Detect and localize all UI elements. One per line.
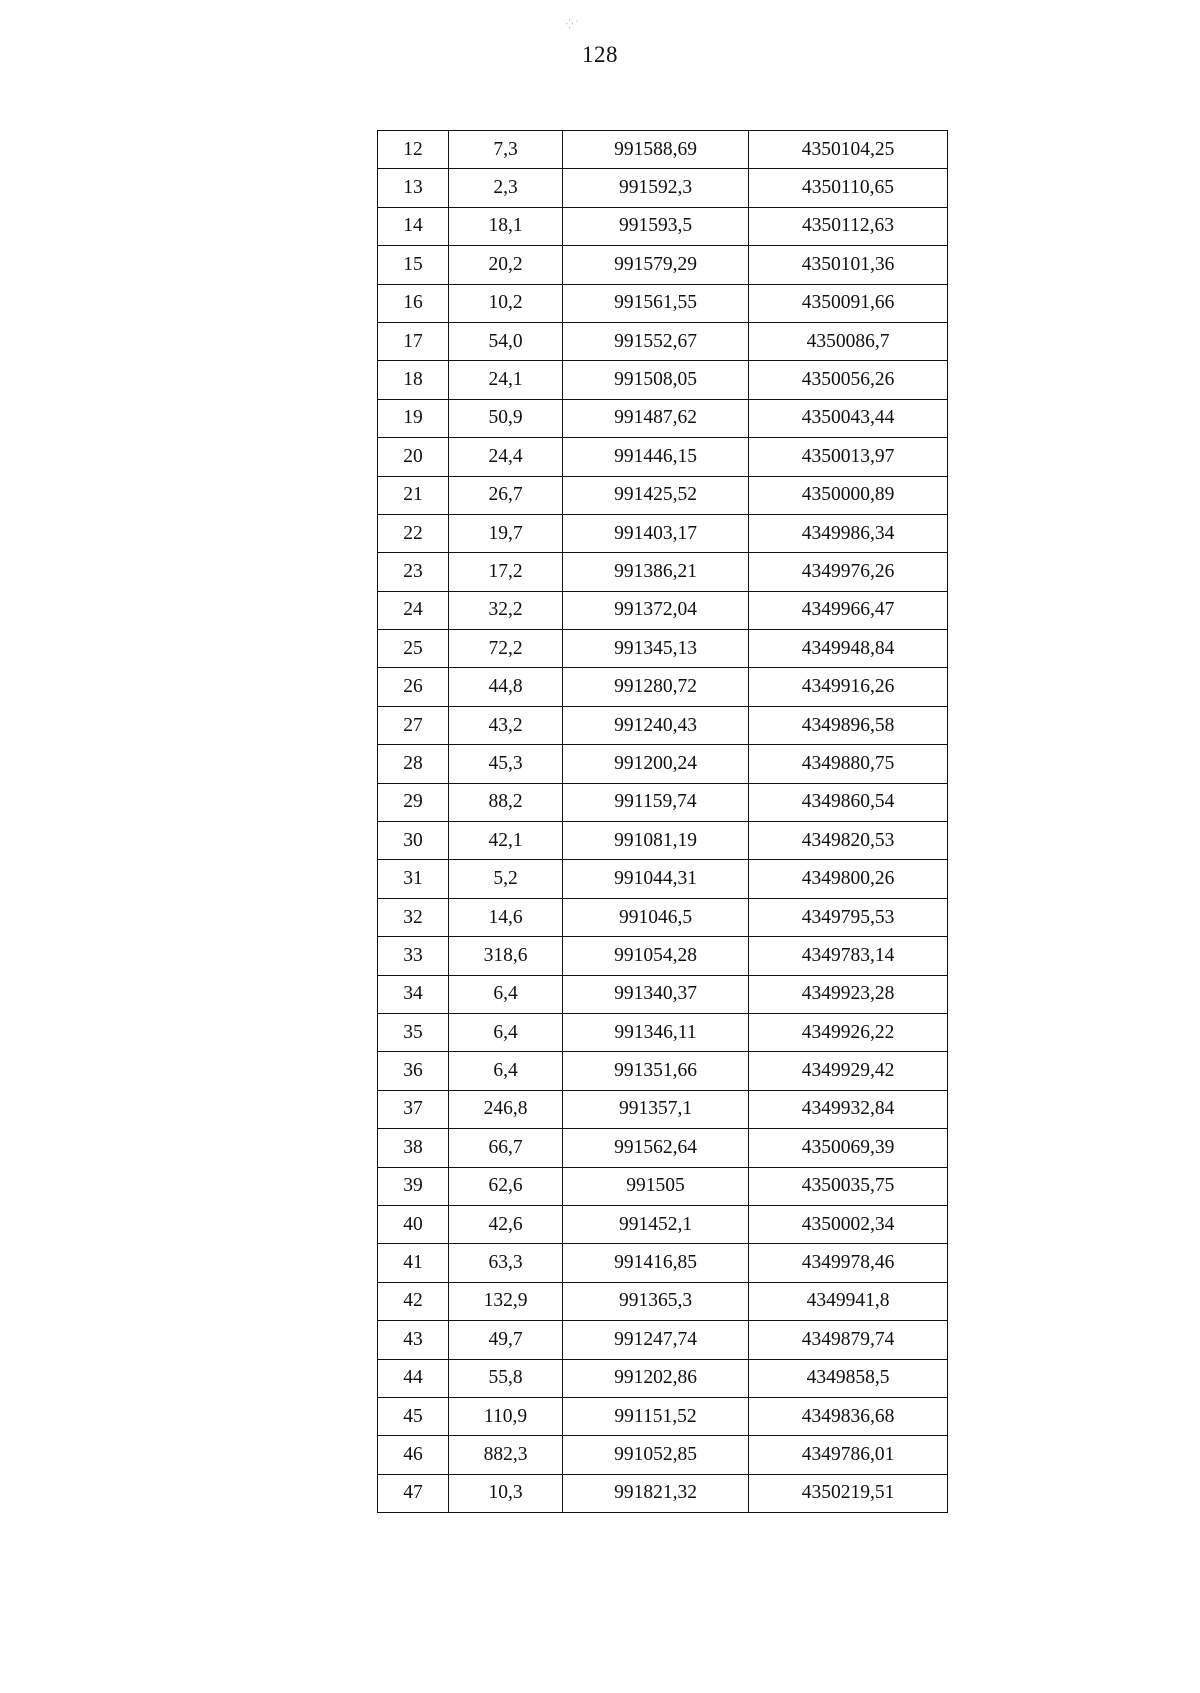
table-row — [378, 553, 948, 591]
table-row — [378, 169, 948, 207]
table-row — [378, 361, 948, 399]
x-coordinate-cell: 991345,13 — [563, 630, 749, 668]
table-row — [378, 438, 948, 476]
table-row — [378, 476, 948, 514]
y-coordinate-cell: 4349820,53 — [749, 822, 948, 860]
y-coordinate-cell: 4350035,75 — [749, 1167, 948, 1205]
y-coordinate-cell: 4349783,14 — [749, 937, 948, 975]
segment-length-cell: 19,7 — [449, 514, 563, 552]
point-number-cell: 41 — [378, 1244, 449, 1282]
point-number-cell: 43 — [378, 1321, 449, 1359]
x-coordinate-cell: 991446,15 — [563, 438, 749, 476]
segment-length-cell: 55,8 — [449, 1359, 563, 1397]
point-number-cell: 16 — [378, 284, 449, 322]
segment-length-cell: 42,6 — [449, 1205, 563, 1243]
point-number-cell: 19 — [378, 399, 449, 437]
segment-length-cell: 32,2 — [449, 591, 563, 629]
y-coordinate-cell: 4349916,26 — [749, 668, 948, 706]
segment-length-cell: 10,3 — [449, 1474, 563, 1512]
segment-length-cell: 42,1 — [449, 822, 563, 860]
x-coordinate-cell: 991346,11 — [563, 1013, 749, 1051]
segment-length-cell: 44,8 — [449, 668, 563, 706]
x-coordinate-cell: 991365,3 — [563, 1282, 749, 1320]
y-coordinate-cell: 4349923,28 — [749, 975, 948, 1013]
table-row — [378, 1052, 948, 1090]
segment-length-cell: 6,4 — [449, 1052, 563, 1090]
x-coordinate-cell: 991821,32 — [563, 1474, 749, 1512]
table-row — [378, 1244, 948, 1282]
x-coordinate-cell: 991357,1 — [563, 1090, 749, 1128]
segment-length-cell: 26,7 — [449, 476, 563, 514]
segment-length-cell: 14,6 — [449, 898, 563, 936]
point-number-cell: 37 — [378, 1090, 449, 1128]
point-number-cell: 35 — [378, 1013, 449, 1051]
y-coordinate-cell: 4349932,84 — [749, 1090, 948, 1128]
y-coordinate-cell: 4349948,84 — [749, 630, 948, 668]
table-row — [378, 822, 948, 860]
x-coordinate-cell: 991505 — [563, 1167, 749, 1205]
segment-length-cell: 50,9 — [449, 399, 563, 437]
table-row — [378, 1282, 948, 1320]
table-row — [378, 783, 948, 821]
x-coordinate-cell: 991561,55 — [563, 284, 749, 322]
point-number-cell: 25 — [378, 630, 449, 668]
y-coordinate-cell: 4350110,65 — [749, 169, 948, 207]
segment-length-cell: 88,2 — [449, 783, 563, 821]
y-coordinate-cell: 4350091,66 — [749, 284, 948, 322]
point-number-cell: 13 — [378, 169, 449, 207]
point-number-cell: 29 — [378, 783, 449, 821]
x-coordinate-cell: 991593,5 — [563, 207, 749, 245]
point-number-cell: 46 — [378, 1436, 449, 1474]
x-coordinate-cell: 991552,67 — [563, 322, 749, 360]
x-coordinate-cell: 991416,85 — [563, 1244, 749, 1282]
coordinates-table-body — [378, 131, 948, 1513]
table-row — [378, 1205, 948, 1243]
table-row — [378, 1013, 948, 1051]
x-coordinate-cell: 991487,62 — [563, 399, 749, 437]
y-coordinate-cell: 4349978,46 — [749, 1244, 948, 1282]
x-coordinate-cell: 991046,5 — [563, 898, 749, 936]
x-coordinate-cell: 991588,69 — [563, 131, 749, 169]
table-row — [378, 514, 948, 552]
segment-length-cell: 17,2 — [449, 553, 563, 591]
point-number-cell: 12 — [378, 131, 449, 169]
y-coordinate-cell: 4349836,68 — [749, 1397, 948, 1435]
segment-length-cell: 6,4 — [449, 1013, 563, 1051]
table-row — [378, 1129, 948, 1167]
point-number-cell: 40 — [378, 1205, 449, 1243]
table-row — [378, 1321, 948, 1359]
segment-length-cell: 63,3 — [449, 1244, 563, 1282]
table-row — [378, 207, 948, 245]
segment-length-cell: 49,7 — [449, 1321, 563, 1359]
x-coordinate-cell: 991240,43 — [563, 706, 749, 744]
point-number-cell: 44 — [378, 1359, 449, 1397]
segment-length-cell: 10,2 — [449, 284, 563, 322]
y-coordinate-cell: 4349896,58 — [749, 706, 948, 744]
table-row — [378, 284, 948, 322]
y-coordinate-cell: 4349926,22 — [749, 1013, 948, 1051]
table-row — [378, 1436, 948, 1474]
segment-length-cell: 2,3 — [449, 169, 563, 207]
point-number-cell: 31 — [378, 860, 449, 898]
y-coordinate-cell: 4349860,54 — [749, 783, 948, 821]
point-number-cell: 21 — [378, 476, 449, 514]
x-coordinate-cell: 991351,66 — [563, 1052, 749, 1090]
table-row — [378, 860, 948, 898]
x-coordinate-cell: 991054,28 — [563, 937, 749, 975]
coordinates-table — [377, 130, 948, 1513]
point-number-cell: 17 — [378, 322, 449, 360]
x-coordinate-cell: 991386,21 — [563, 553, 749, 591]
x-coordinate-cell: 991247,74 — [563, 1321, 749, 1359]
segment-length-cell: 66,7 — [449, 1129, 563, 1167]
scan-artifact-mark: ⁛ ˙ — [566, 19, 579, 29]
y-coordinate-cell: 4350219,51 — [749, 1474, 948, 1512]
segment-length-cell: 45,3 — [449, 745, 563, 783]
y-coordinate-cell: 4349879,74 — [749, 1321, 948, 1359]
segment-length-cell: 6,4 — [449, 975, 563, 1013]
x-coordinate-cell: 991562,64 — [563, 1129, 749, 1167]
segment-length-cell: 54,0 — [449, 322, 563, 360]
y-coordinate-cell: 4349986,34 — [749, 514, 948, 552]
table-row — [378, 1474, 948, 1512]
y-coordinate-cell: 4349976,26 — [749, 553, 948, 591]
point-number-cell: 30 — [378, 822, 449, 860]
point-number-cell: 32 — [378, 898, 449, 936]
table-row — [378, 1359, 948, 1397]
y-coordinate-cell: 4349786,01 — [749, 1436, 948, 1474]
segment-length-cell: 110,9 — [449, 1397, 563, 1435]
y-coordinate-cell: 4350056,26 — [749, 361, 948, 399]
table-row — [378, 591, 948, 629]
point-number-cell: 39 — [378, 1167, 449, 1205]
point-number-cell: 14 — [378, 207, 449, 245]
point-number-cell: 15 — [378, 246, 449, 284]
y-coordinate-cell: 4350112,63 — [749, 207, 948, 245]
y-coordinate-cell: 4349800,26 — [749, 860, 948, 898]
y-coordinate-cell: 4350069,39 — [749, 1129, 948, 1167]
y-coordinate-cell: 4350000,89 — [749, 476, 948, 514]
x-coordinate-cell: 991592,3 — [563, 169, 749, 207]
segment-length-cell: 24,1 — [449, 361, 563, 399]
y-coordinate-cell: 4349880,75 — [749, 745, 948, 783]
segment-length-cell: 132,9 — [449, 1282, 563, 1320]
x-coordinate-cell: 991372,04 — [563, 591, 749, 629]
y-coordinate-cell: 4350101,36 — [749, 246, 948, 284]
table-row — [378, 246, 948, 284]
segment-length-cell: 43,2 — [449, 706, 563, 744]
point-number-cell: 34 — [378, 975, 449, 1013]
table-row — [378, 322, 948, 360]
point-number-cell: 36 — [378, 1052, 449, 1090]
table-row — [378, 668, 948, 706]
point-number-cell: 38 — [378, 1129, 449, 1167]
x-coordinate-cell: 991425,52 — [563, 476, 749, 514]
y-coordinate-cell: 4349941,8 — [749, 1282, 948, 1320]
table-row — [378, 630, 948, 668]
y-coordinate-cell: 4350043,44 — [749, 399, 948, 437]
y-coordinate-cell: 4349929,42 — [749, 1052, 948, 1090]
x-coordinate-cell: 991044,31 — [563, 860, 749, 898]
x-coordinate-cell: 991508,05 — [563, 361, 749, 399]
point-number-cell: 24 — [378, 591, 449, 629]
segment-length-cell: 246,8 — [449, 1090, 563, 1128]
segment-length-cell: 18,1 — [449, 207, 563, 245]
table-row — [378, 745, 948, 783]
segment-length-cell: 882,3 — [449, 1436, 563, 1474]
table-row — [378, 131, 948, 169]
y-coordinate-cell: 4349858,5 — [749, 1359, 948, 1397]
point-number-cell: 28 — [378, 745, 449, 783]
point-number-cell: 23 — [378, 553, 449, 591]
x-coordinate-cell: 991579,29 — [563, 246, 749, 284]
point-number-cell: 22 — [378, 514, 449, 552]
y-coordinate-cell: 4349966,47 — [749, 591, 948, 629]
point-number-cell: 20 — [378, 438, 449, 476]
x-coordinate-cell: 991151,52 — [563, 1397, 749, 1435]
y-coordinate-cell: 4350002,34 — [749, 1205, 948, 1243]
segment-length-cell: 72,2 — [449, 630, 563, 668]
y-coordinate-cell: 4350086,7 — [749, 322, 948, 360]
table-row — [378, 706, 948, 744]
point-number-cell: 45 — [378, 1397, 449, 1435]
segment-length-cell: 7,3 — [449, 131, 563, 169]
point-number-cell: 18 — [378, 361, 449, 399]
page-number: 128 — [582, 42, 618, 67]
table-row — [378, 937, 948, 975]
table-row — [378, 1090, 948, 1128]
segment-length-cell: 24,4 — [449, 438, 563, 476]
x-coordinate-cell: 991202,86 — [563, 1359, 749, 1397]
segment-length-cell: 62,6 — [449, 1167, 563, 1205]
x-coordinate-cell: 991052,85 — [563, 1436, 749, 1474]
x-coordinate-cell: 991340,37 — [563, 975, 749, 1013]
x-coordinate-cell: 991280,72 — [563, 668, 749, 706]
x-coordinate-cell: 991159,74 — [563, 783, 749, 821]
segment-length-cell: 318,6 — [449, 937, 563, 975]
x-coordinate-cell: 991452,1 — [563, 1205, 749, 1243]
point-number-cell: 47 — [378, 1474, 449, 1512]
point-number-cell: 33 — [378, 937, 449, 975]
x-coordinate-cell: 991403,17 — [563, 514, 749, 552]
point-number-cell: 26 — [378, 668, 449, 706]
table-row — [378, 898, 948, 936]
table-row — [378, 1397, 948, 1435]
y-coordinate-cell: 4350104,25 — [749, 131, 948, 169]
segment-length-cell: 20,2 — [449, 246, 563, 284]
y-coordinate-cell: 4350013,97 — [749, 438, 948, 476]
table-row — [378, 1167, 948, 1205]
point-number-cell: 27 — [378, 706, 449, 744]
segment-length-cell: 5,2 — [449, 860, 563, 898]
y-coordinate-cell: 4349795,53 — [749, 898, 948, 936]
table-row — [378, 975, 948, 1013]
point-number-cell: 42 — [378, 1282, 449, 1320]
table-row — [378, 399, 948, 437]
x-coordinate-cell: 991081,19 — [563, 822, 749, 860]
x-coordinate-cell: 991200,24 — [563, 745, 749, 783]
